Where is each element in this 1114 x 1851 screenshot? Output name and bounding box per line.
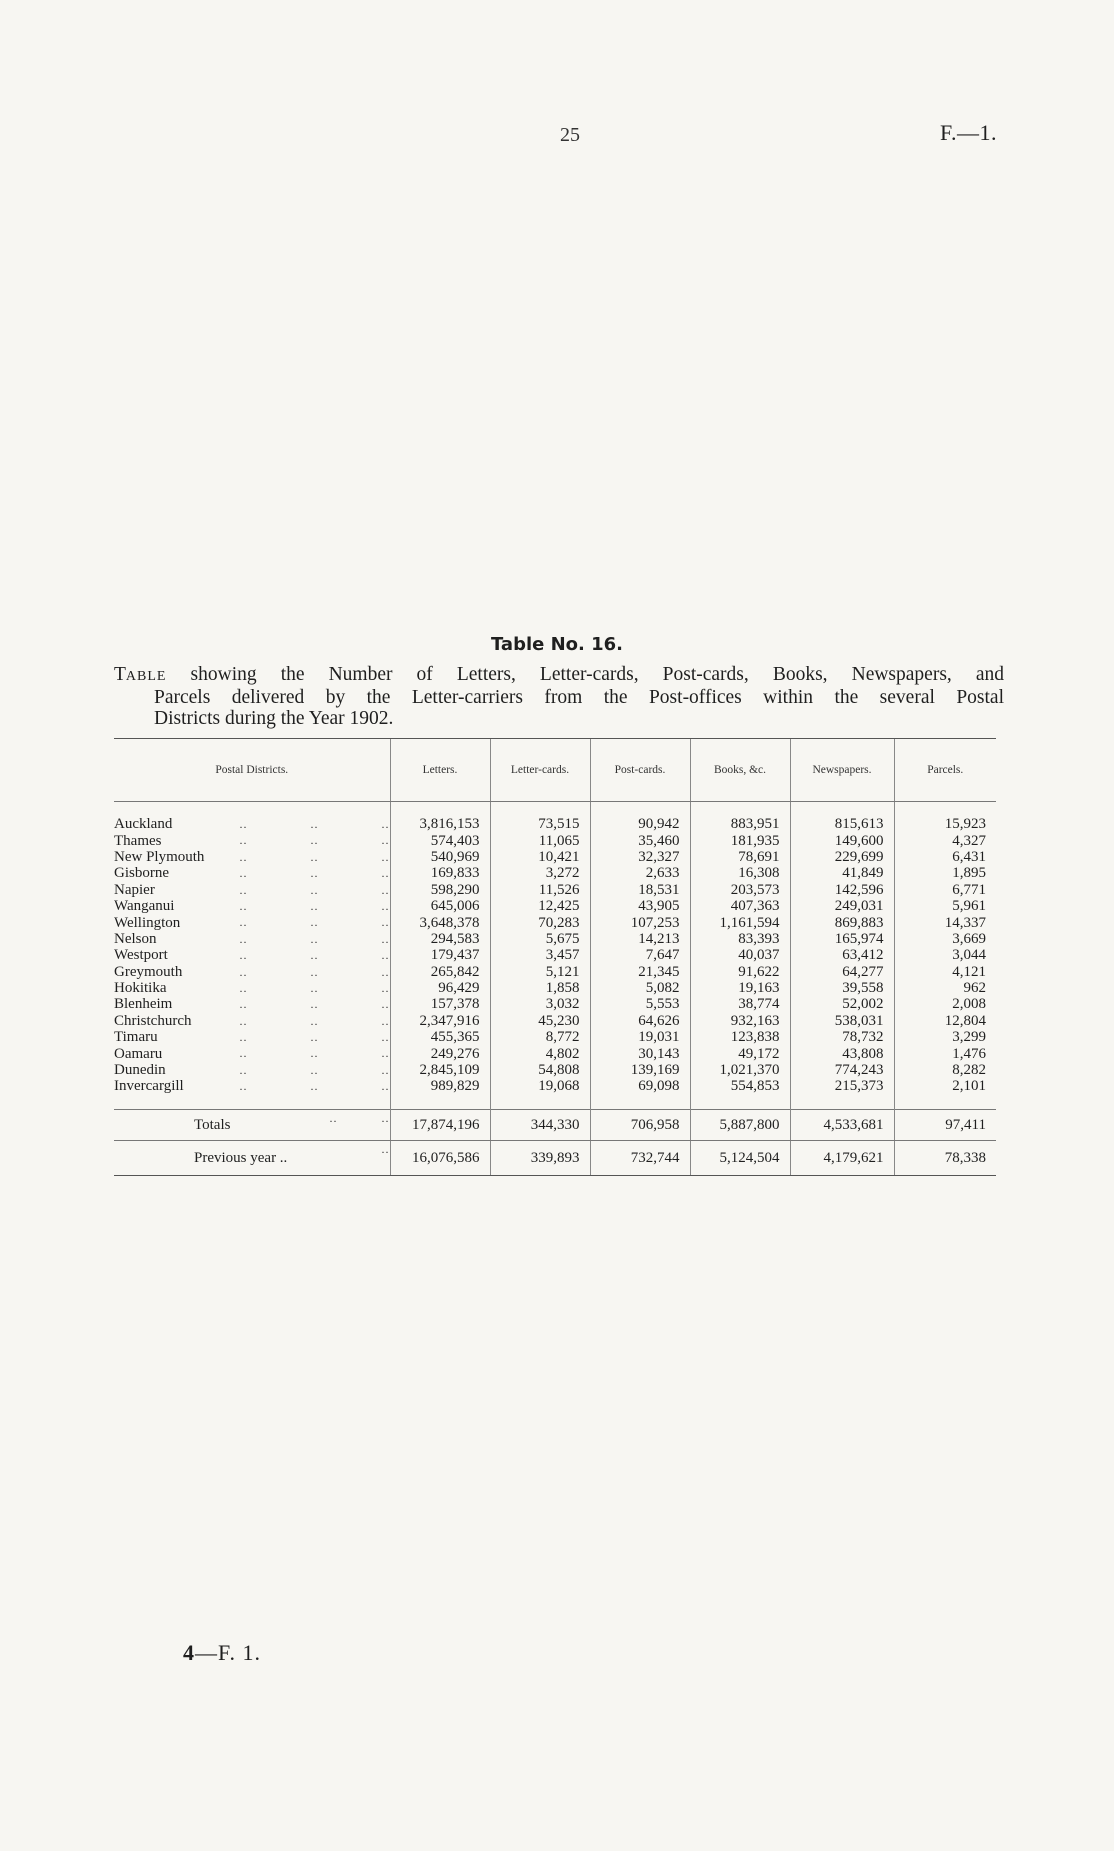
cell-letters: 169,833 xyxy=(390,865,490,881)
cell-letters: 3,648,378 xyxy=(390,914,490,930)
cell-newspapers: 815,613 xyxy=(790,816,894,832)
spacer-row xyxy=(114,802,996,817)
district-name xyxy=(114,816,390,832)
cell-books: 203,573 xyxy=(690,882,790,898)
cell-parcels: 1,476 xyxy=(894,1045,996,1061)
cell-post-cards: 64,626 xyxy=(590,1013,690,1029)
page-reference: F.—1. xyxy=(940,120,997,145)
leader-dots: .. .. .. xyxy=(239,833,390,848)
column-header-letters: Letters. xyxy=(390,739,490,802)
district-name xyxy=(114,996,390,1012)
cell-books: 1,161,594 xyxy=(690,914,790,930)
totals-letters: 17,874,196 xyxy=(390,1109,490,1140)
cell-letter-cards: 5,121 xyxy=(490,964,590,980)
cell-letter-cards: 4,802 xyxy=(490,1045,590,1061)
cell-letters: 96,429 xyxy=(390,980,490,996)
district-name xyxy=(114,980,390,996)
cell-letters: 2,347,916 xyxy=(390,1013,490,1029)
totals-books: 5,887,800 xyxy=(690,1109,790,1140)
leader-dots: .. .. .. xyxy=(239,1046,390,1061)
cell-letters: 455,365 xyxy=(390,1029,490,1045)
table-row xyxy=(114,849,996,865)
page-number: 25 xyxy=(560,124,580,146)
cell-letter-cards: 3,032 xyxy=(490,996,590,1012)
district-name xyxy=(114,882,390,898)
cell-books: 40,037 xyxy=(690,947,790,963)
cell-post-cards: 14,213 xyxy=(590,931,690,947)
cell-books: 554,853 xyxy=(690,1078,790,1094)
totals-letter-cards: 344,330 xyxy=(490,1109,590,1140)
district-name-text: Christchurch xyxy=(114,1012,192,1029)
table-row xyxy=(114,1078,996,1094)
footer-reference-number: 4 xyxy=(183,1640,195,1665)
district-name-text: Timaru xyxy=(114,1029,158,1046)
cell-post-cards: 5,553 xyxy=(590,996,690,1012)
cell-books: 78,691 xyxy=(690,849,790,865)
cell-books: 91,622 xyxy=(690,964,790,980)
totals-row xyxy=(114,1109,996,1140)
cell-newspapers: 165,974 xyxy=(790,931,894,947)
cell-books: 407,363 xyxy=(690,898,790,914)
cell-post-cards: 21,345 xyxy=(590,964,690,980)
district-name-text: Napier xyxy=(114,881,155,898)
leader-dots: .. .. .. xyxy=(239,1013,390,1028)
cell-letter-cards: 12,425 xyxy=(490,898,590,914)
table-row xyxy=(114,931,996,947)
table-row xyxy=(114,816,996,832)
cell-parcels: 2,101 xyxy=(894,1078,996,1094)
caption-line-3: Districts during the Year 1902. xyxy=(154,708,394,729)
cell-letter-cards: 11,065 xyxy=(490,832,590,848)
district-name xyxy=(114,1013,390,1029)
cell-post-cards: 32,327 xyxy=(590,849,690,865)
district-name xyxy=(114,931,390,947)
cell-letters: 249,276 xyxy=(390,1045,490,1061)
cell-letter-cards: 70,283 xyxy=(490,914,590,930)
cell-letters: 157,378 xyxy=(390,996,490,1012)
table-row xyxy=(114,964,996,980)
previous-year-post-cards: 732,744 xyxy=(590,1140,690,1175)
table-header-row xyxy=(114,739,996,802)
footer-reference xyxy=(183,1640,261,1666)
cell-books: 49,172 xyxy=(690,1045,790,1061)
cell-post-cards: 43,905 xyxy=(590,898,690,914)
table-row xyxy=(114,1013,996,1029)
cell-letter-cards: 10,421 xyxy=(490,849,590,865)
cell-post-cards: 18,531 xyxy=(590,882,690,898)
district-name-text: Hokitika xyxy=(114,980,167,997)
cell-letter-cards: 73,515 xyxy=(490,816,590,832)
table-row xyxy=(114,980,996,996)
cell-post-cards: 139,169 xyxy=(590,1062,690,1078)
table-row xyxy=(114,1045,996,1061)
cell-letter-cards: 1,858 xyxy=(490,980,590,996)
cell-newspapers: 142,596 xyxy=(790,882,894,898)
previous-year-row xyxy=(114,1140,996,1175)
cell-post-cards: 19,031 xyxy=(590,1029,690,1045)
cell-newspapers: 149,600 xyxy=(790,832,894,848)
column-header-books: Books, &c. xyxy=(690,739,790,802)
table-heading: Table No. 16. xyxy=(490,634,624,655)
previous-year-newspapers: 4,179,621 xyxy=(790,1140,894,1175)
cell-letter-cards: 54,808 xyxy=(490,1062,590,1078)
leader-dots: .. .. .. xyxy=(239,849,390,864)
totals-label-text: Totals xyxy=(194,1116,231,1133)
previous-year-label-text: Previous year .. xyxy=(194,1149,288,1166)
cell-letters: 989,829 xyxy=(390,1078,490,1094)
leader-dots: .. .. .. xyxy=(239,915,390,930)
cell-post-cards: 30,143 xyxy=(590,1045,690,1061)
cell-letters: 540,969 xyxy=(390,849,490,865)
cell-post-cards: 107,253 xyxy=(590,914,690,930)
cell-newspapers: 249,031 xyxy=(790,898,894,914)
cell-parcels: 1,895 xyxy=(894,865,996,881)
cell-post-cards: 69,098 xyxy=(590,1078,690,1094)
district-name xyxy=(114,964,390,980)
cell-parcels: 8,282 xyxy=(894,1062,996,1078)
cell-newspapers: 229,699 xyxy=(790,849,894,865)
cell-newspapers: 774,243 xyxy=(790,1062,894,1078)
district-name-text: Dunedin xyxy=(114,1062,166,1079)
district-name-text: Wanganui xyxy=(114,898,175,915)
table-body xyxy=(114,802,996,1110)
table-row xyxy=(114,898,996,914)
cell-letter-cards: 3,272 xyxy=(490,865,590,881)
cell-newspapers: 63,412 xyxy=(790,947,894,963)
table-row xyxy=(114,1029,996,1045)
cell-parcels: 15,923 xyxy=(894,816,996,832)
cell-newspapers: 52,002 xyxy=(790,996,894,1012)
table-row xyxy=(114,947,996,963)
cell-parcels: 5,961 xyxy=(894,898,996,914)
cell-newspapers: 64,277 xyxy=(790,964,894,980)
cell-books: 181,935 xyxy=(690,832,790,848)
cell-letter-cards: 19,068 xyxy=(490,1078,590,1094)
table-row xyxy=(114,914,996,930)
cell-newspapers: 41,849 xyxy=(790,865,894,881)
district-name-text: New Plymouth xyxy=(114,848,205,865)
column-header-parcels: Parcels. xyxy=(894,739,996,802)
totals-newspapers: 4,533,681 xyxy=(790,1109,894,1140)
district-name-text: Nelson xyxy=(114,930,157,947)
cell-newspapers: 78,732 xyxy=(790,1029,894,1045)
cell-post-cards: 5,082 xyxy=(590,980,690,996)
column-header-newspapers: Newspapers. xyxy=(790,739,894,802)
district-name xyxy=(114,1029,390,1045)
leader-dots: .. .. .. xyxy=(239,980,390,995)
district-name xyxy=(114,865,390,881)
district-name xyxy=(114,898,390,914)
cell-post-cards: 90,942 xyxy=(590,816,690,832)
district-name xyxy=(114,1078,390,1094)
cell-letter-cards: 11,526 xyxy=(490,882,590,898)
cell-newspapers: 538,031 xyxy=(790,1013,894,1029)
leader-dots: .. .. .. xyxy=(239,948,390,963)
totals-parcels: 97,411 xyxy=(894,1109,996,1140)
district-name-text: Invercargill xyxy=(114,1078,184,1095)
cell-post-cards: 2,633 xyxy=(590,865,690,881)
district-name-text: Auckland xyxy=(114,816,173,833)
previous-year-books: 5,124,504 xyxy=(690,1140,790,1175)
column-header-district: Postal Districts. xyxy=(114,739,390,802)
table-row xyxy=(114,865,996,881)
cell-parcels: 3,669 xyxy=(894,931,996,947)
leader-dots: .. xyxy=(381,1141,390,1156)
cell-letters: 265,842 xyxy=(390,964,490,980)
district-name-text: Gisborne xyxy=(114,865,169,882)
totals-label xyxy=(114,1109,390,1140)
cell-parcels: 12,804 xyxy=(894,1013,996,1029)
caption-line-2: Parcels delivered by the Letter-carriers from the Post-offices within the several Postal xyxy=(154,687,1004,708)
cell-letter-cards: 45,230 xyxy=(490,1013,590,1029)
totals-post-cards: 706,958 xyxy=(590,1109,690,1140)
table-row xyxy=(114,996,996,1012)
district-name-text: Westport xyxy=(114,947,168,964)
previous-year-letters: 16,076,586 xyxy=(390,1140,490,1175)
cell-books: 38,774 xyxy=(690,996,790,1012)
cell-letter-cards: 8,772 xyxy=(490,1029,590,1045)
cell-parcels: 6,771 xyxy=(894,882,996,898)
cell-parcels: 6,431 xyxy=(894,849,996,865)
leader-dots: .. .. .. xyxy=(239,997,390,1012)
table-row xyxy=(114,882,996,898)
cell-letters: 179,437 xyxy=(390,947,490,963)
leader-dots: .. .. .. xyxy=(239,817,390,831)
cell-parcels: 3,299 xyxy=(894,1029,996,1045)
table-row xyxy=(114,1062,996,1078)
leader-dots: .. .. .. xyxy=(239,866,390,881)
district-name xyxy=(114,849,390,865)
column-header-letter-cards: Letter-cards. xyxy=(490,739,590,802)
cell-newspapers: 869,883 xyxy=(790,914,894,930)
cell-parcels: 3,044 xyxy=(894,947,996,963)
previous-year-label xyxy=(114,1140,390,1175)
table-row xyxy=(114,832,996,848)
cell-parcels: 962 xyxy=(894,980,996,996)
footer-reference-text: —F. 1. xyxy=(195,1640,261,1665)
cell-letters: 2,845,109 xyxy=(390,1062,490,1078)
cell-letter-cards: 3,457 xyxy=(490,947,590,963)
district-name xyxy=(114,914,390,930)
cell-letters: 294,583 xyxy=(390,931,490,947)
district-name-text: Greymouth xyxy=(114,963,183,980)
delivery-table xyxy=(114,738,996,1176)
table-caption xyxy=(114,664,1004,729)
cell-letters: 574,403 xyxy=(390,832,490,848)
leader-dots: .. .. .. xyxy=(239,1062,390,1077)
caption-line-1-text: showing the Number of Letters, Letter-cards, Post-cards, Books, Newspapers, and xyxy=(190,664,1004,685)
cell-books: 19,163 xyxy=(690,980,790,996)
caption-smallcaps-first: T xyxy=(114,664,126,685)
cell-newspapers: 43,808 xyxy=(790,1045,894,1061)
cell-letters: 645,006 xyxy=(390,898,490,914)
cell-letters: 598,290 xyxy=(390,882,490,898)
leader-dots: .. .. .. xyxy=(239,931,390,946)
district-name-text: Oamaru xyxy=(114,1045,163,1062)
leader-dots: .. .. .. xyxy=(239,1030,390,1045)
district-name xyxy=(114,947,390,963)
cell-parcels: 14,337 xyxy=(894,914,996,930)
cell-newspapers: 39,558 xyxy=(790,980,894,996)
previous-year-letter-cards: 339,893 xyxy=(490,1140,590,1175)
leader-dots: .. .. .. xyxy=(239,1079,390,1094)
cell-books: 123,838 xyxy=(690,1029,790,1045)
cell-books: 1,021,370 xyxy=(690,1062,790,1078)
cell-parcels: 4,121 xyxy=(894,964,996,980)
district-name xyxy=(114,1045,390,1061)
cell-newspapers: 215,373 xyxy=(790,1078,894,1094)
cell-letters: 3,816,153 xyxy=(390,816,490,832)
previous-year-parcels: 78,338 xyxy=(894,1140,996,1175)
caption-line-1 xyxy=(114,664,1004,687)
cell-parcels: 4,327 xyxy=(894,832,996,848)
cell-post-cards: 7,647 xyxy=(590,947,690,963)
district-name xyxy=(114,832,390,848)
cell-books: 932,163 xyxy=(690,1013,790,1029)
cell-books: 83,393 xyxy=(690,931,790,947)
leader-dots: .. .. .. xyxy=(239,882,390,897)
spacer-row xyxy=(114,1095,996,1110)
district-name-text: Thames xyxy=(114,832,162,849)
district-name-text: Wellington xyxy=(114,914,181,931)
cell-books: 16,308 xyxy=(690,865,790,881)
district-name-text: Blenheim xyxy=(114,996,173,1013)
cell-books: 883,951 xyxy=(690,816,790,832)
leader-dots: .. .. .. xyxy=(239,898,390,913)
cell-post-cards: 35,460 xyxy=(590,832,690,848)
cell-letter-cards: 5,675 xyxy=(490,931,590,947)
leader-dots: .. .. .. xyxy=(239,964,390,979)
column-header-post-cards: Post-cards. xyxy=(590,739,690,802)
cell-parcels: 2,008 xyxy=(894,996,996,1012)
caption-smallcaps-rest: ABLE xyxy=(125,669,167,684)
leader-dots: .. .. xyxy=(329,1110,390,1125)
district-name xyxy=(114,1062,390,1078)
